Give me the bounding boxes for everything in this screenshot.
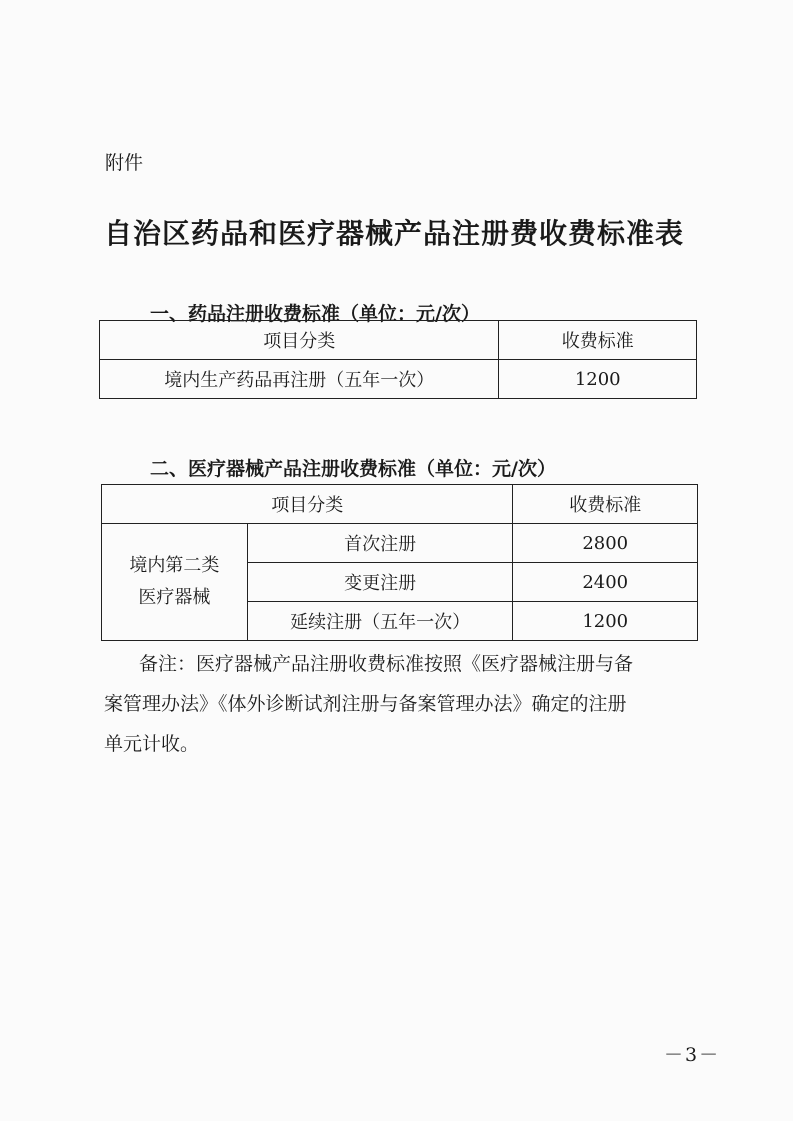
remark-line3: 单元计收。 <box>104 733 200 755</box>
document-title: 自治区药品和医疗器械产品注册费收费标准表 <box>104 217 685 250</box>
header-fee-standard: 收费标准 <box>513 485 698 524</box>
attachment-label: 附件 <box>105 152 144 174</box>
device-fee-table <box>101 484 698 641</box>
table-header-row <box>100 321 697 360</box>
page-number: －3－ <box>664 1044 721 1066</box>
header-fee-standard: 收费标准 <box>499 321 697 360</box>
group-label-line2: 医疗器械 <box>138 587 211 608</box>
row-item: 延续注册（五年一次） <box>247 602 513 641</box>
group-label-line1: 境内第二类 <box>129 555 220 576</box>
row-item: 境内生产药品再注册（五年一次） <box>100 360 499 399</box>
table-header-row <box>102 485 698 524</box>
row-item: 变更注册 <box>247 563 513 602</box>
section2-heading: 二、医疗器械产品注册收费标准（单位：元/次） <box>150 458 556 480</box>
table-row <box>100 360 697 399</box>
row-fee: 1200 <box>499 360 697 399</box>
table-row <box>102 524 698 563</box>
drug-fee-table <box>99 320 697 399</box>
remark-line1: 备注：医疗器械产品注册收费标准按照《医疗器械注册与备 <box>139 653 634 675</box>
remark-line2: 案管理办法》《体外诊断试剂注册与备案管理办法》确定的注册 <box>104 693 627 715</box>
row-fee: 1200 <box>513 602 698 641</box>
device-group-label <box>102 524 248 641</box>
remark-note <box>104 644 704 764</box>
section1-heading: 一、药品注册收费标准（单位：元/次） <box>150 303 480 325</box>
header-item-category: 项目分类 <box>100 321 499 360</box>
row-item: 首次注册 <box>247 524 513 563</box>
row-fee: 2800 <box>513 524 698 563</box>
row-fee: 2400 <box>513 563 698 602</box>
header-item-category: 项目分类 <box>102 485 513 524</box>
